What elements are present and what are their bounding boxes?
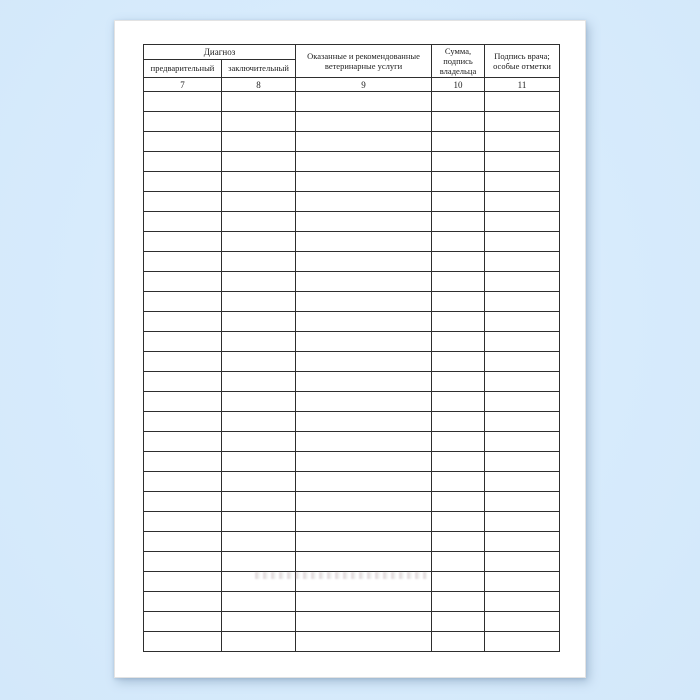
empty-cell: [222, 132, 296, 152]
header-cell-sum-owner-signature: Сумма, подпись владельца: [432, 45, 485, 78]
empty-cell: [485, 92, 560, 112]
empty-cell: [144, 192, 222, 212]
empty-cell: [296, 312, 432, 332]
empty-cell: [296, 192, 432, 212]
empty-cell: [432, 312, 485, 332]
empty-cell: [296, 252, 432, 272]
empty-cell: [485, 212, 560, 232]
empty-cell: [485, 332, 560, 352]
empty-cell: [432, 272, 485, 292]
empty-cell: [144, 352, 222, 372]
table-row: [144, 232, 560, 252]
empty-cell: [296, 212, 432, 232]
table-row: [144, 632, 560, 652]
empty-cell: [222, 632, 296, 652]
empty-cell: [296, 432, 432, 452]
empty-cell: [296, 552, 432, 572]
empty-cell: [432, 112, 485, 132]
empty-cell: [144, 572, 222, 592]
empty-cell: [485, 612, 560, 632]
column-number-7: 7: [144, 78, 222, 92]
document-page: [114, 20, 586, 678]
empty-cell: [222, 592, 296, 612]
empty-cell: [144, 592, 222, 612]
table-row: [144, 412, 560, 432]
empty-cell: [222, 92, 296, 112]
empty-cell: [432, 412, 485, 432]
empty-cell: [485, 412, 560, 432]
header-cell-services: Оказанные и рекомендованные ветеринарные услуги: [296, 45, 432, 78]
empty-cell: [222, 232, 296, 252]
empty-cell: [222, 272, 296, 292]
empty-cell: [144, 152, 222, 172]
column-number-10: 10: [432, 78, 485, 92]
empty-cell: [144, 112, 222, 132]
empty-cell: [296, 532, 432, 552]
empty-cell: [432, 492, 485, 512]
empty-cell: [144, 132, 222, 152]
table-row: [144, 512, 560, 532]
empty-cell: [432, 552, 485, 572]
empty-cell: [485, 552, 560, 572]
empty-cell: [432, 452, 485, 472]
empty-cell: [432, 472, 485, 492]
empty-cell: [432, 252, 485, 272]
empty-cell: [144, 252, 222, 272]
empty-cell: [432, 192, 485, 212]
empty-cell: [144, 472, 222, 492]
empty-cell: [222, 492, 296, 512]
empty-cell: [144, 492, 222, 512]
empty-cell: [296, 352, 432, 372]
empty-cell: [485, 392, 560, 412]
empty-cell: [296, 112, 432, 132]
empty-cell: [144, 212, 222, 232]
table-row: [144, 272, 560, 292]
empty-cell: [432, 632, 485, 652]
empty-cell: [296, 92, 432, 112]
empty-cell: [485, 252, 560, 272]
empty-cell: [222, 152, 296, 172]
table-row: [144, 532, 560, 552]
table-row: [144, 572, 560, 592]
empty-cell: [296, 492, 432, 512]
table-row: [144, 132, 560, 152]
empty-cell: [144, 432, 222, 452]
empty-cell: [432, 612, 485, 632]
empty-cell: [222, 252, 296, 272]
empty-cell: [296, 632, 432, 652]
table-body: [144, 92, 560, 652]
empty-cell: [485, 152, 560, 172]
table-row: [144, 152, 560, 172]
empty-cell: [144, 392, 222, 412]
table-row: [144, 452, 560, 472]
table-row: [144, 472, 560, 492]
empty-cell: [485, 512, 560, 532]
table-row: [144, 92, 560, 112]
table-row: [144, 592, 560, 612]
empty-cell: [432, 512, 485, 532]
empty-cell: [485, 292, 560, 312]
table-row: [144, 492, 560, 512]
table-row: [144, 192, 560, 212]
empty-cell: [144, 332, 222, 352]
empty-cell: [432, 532, 485, 552]
empty-cell: [485, 572, 560, 592]
empty-cell: [296, 472, 432, 492]
table-row: [144, 292, 560, 312]
empty-cell: [485, 352, 560, 372]
empty-cell: [296, 452, 432, 472]
empty-cell: [485, 632, 560, 652]
table-row: [144, 332, 560, 352]
table-row: [144, 352, 560, 372]
empty-cell: [432, 132, 485, 152]
empty-cell: [144, 412, 222, 432]
empty-cell: [485, 232, 560, 252]
table-row: [144, 372, 560, 392]
empty-cell: [485, 432, 560, 452]
empty-cell: [296, 272, 432, 292]
empty-cell: [222, 372, 296, 392]
header-cell-doctor-signature: Подпись врача; особые отметки: [485, 45, 560, 78]
table-row: [144, 392, 560, 412]
header-cell-preliminary-diagnosis: предварительный: [144, 60, 222, 78]
table-row: [144, 172, 560, 192]
empty-cell: [222, 472, 296, 492]
empty-cell: [432, 172, 485, 192]
empty-cell: [432, 92, 485, 112]
empty-cell: [485, 112, 560, 132]
empty-cell: [222, 312, 296, 332]
header-cell-final-diagnosis: заключительный: [222, 60, 296, 78]
empty-cell: [485, 472, 560, 492]
empty-cell: [222, 432, 296, 452]
empty-cell: [485, 532, 560, 552]
empty-cell: [222, 572, 296, 592]
empty-cell: [222, 612, 296, 632]
table-row: [144, 212, 560, 232]
empty-cell: [144, 532, 222, 552]
table-row: [144, 432, 560, 452]
empty-cell: [485, 132, 560, 152]
empty-cell: [144, 632, 222, 652]
empty-cell: [485, 172, 560, 192]
empty-cell: [296, 292, 432, 312]
empty-cell: [296, 172, 432, 192]
empty-cell: [485, 272, 560, 292]
table-row: [144, 552, 560, 572]
empty-cell: [485, 372, 560, 392]
empty-cell: [485, 452, 560, 472]
empty-cell: [144, 232, 222, 252]
empty-cell: [144, 272, 222, 292]
empty-cell: [222, 512, 296, 532]
empty-cell: [144, 92, 222, 112]
empty-cell: [222, 172, 296, 192]
empty-cell: [144, 312, 222, 332]
empty-cell: [485, 192, 560, 212]
patient-registry-table: [143, 44, 560, 652]
empty-cell: [432, 352, 485, 372]
empty-cell: [432, 372, 485, 392]
empty-cell: [296, 572, 432, 592]
empty-cell: [485, 492, 560, 512]
empty-cell: [222, 352, 296, 372]
empty-cell: [144, 172, 222, 192]
empty-cell: [222, 332, 296, 352]
table-row: [144, 252, 560, 272]
table-row: [144, 612, 560, 632]
empty-cell: [432, 592, 485, 612]
empty-cell: [144, 612, 222, 632]
empty-cell: [485, 312, 560, 332]
empty-cell: [432, 572, 485, 592]
header-row-groups: [144, 45, 560, 60]
empty-cell: [144, 452, 222, 472]
header-cell-diagnosis-group: Диагноз: [144, 45, 296, 60]
empty-cell: [222, 452, 296, 472]
header-row-column-numbers: [144, 78, 560, 92]
empty-cell: [296, 332, 432, 352]
empty-cell: [432, 392, 485, 412]
empty-cell: [222, 532, 296, 552]
empty-cell: [296, 232, 432, 252]
column-number-8: 8: [222, 78, 296, 92]
empty-cell: [222, 552, 296, 572]
empty-cell: [222, 192, 296, 212]
empty-cell: [144, 372, 222, 392]
empty-cell: [296, 612, 432, 632]
empty-cell: [296, 132, 432, 152]
empty-cell: [432, 332, 485, 352]
empty-cell: [222, 412, 296, 432]
empty-cell: [222, 392, 296, 412]
empty-cell: [432, 232, 485, 252]
empty-cell: [296, 592, 432, 612]
empty-cell: [296, 372, 432, 392]
column-number-11: 11: [485, 78, 560, 92]
table-row: [144, 112, 560, 132]
column-number-9: 9: [296, 78, 432, 92]
empty-cell: [432, 432, 485, 452]
empty-cell: [296, 392, 432, 412]
empty-cell: [222, 292, 296, 312]
empty-cell: [144, 292, 222, 312]
empty-cell: [296, 512, 432, 532]
empty-cell: [485, 592, 560, 612]
empty-cell: [222, 212, 296, 232]
empty-cell: [296, 152, 432, 172]
table-header: [144, 45, 560, 92]
empty-cell: [432, 152, 485, 172]
empty-cell: [144, 552, 222, 572]
empty-cell: [296, 412, 432, 432]
empty-cell: [144, 512, 222, 532]
table-row: [144, 312, 560, 332]
empty-cell: [432, 212, 485, 232]
empty-cell: [222, 112, 296, 132]
empty-cell: [432, 292, 485, 312]
